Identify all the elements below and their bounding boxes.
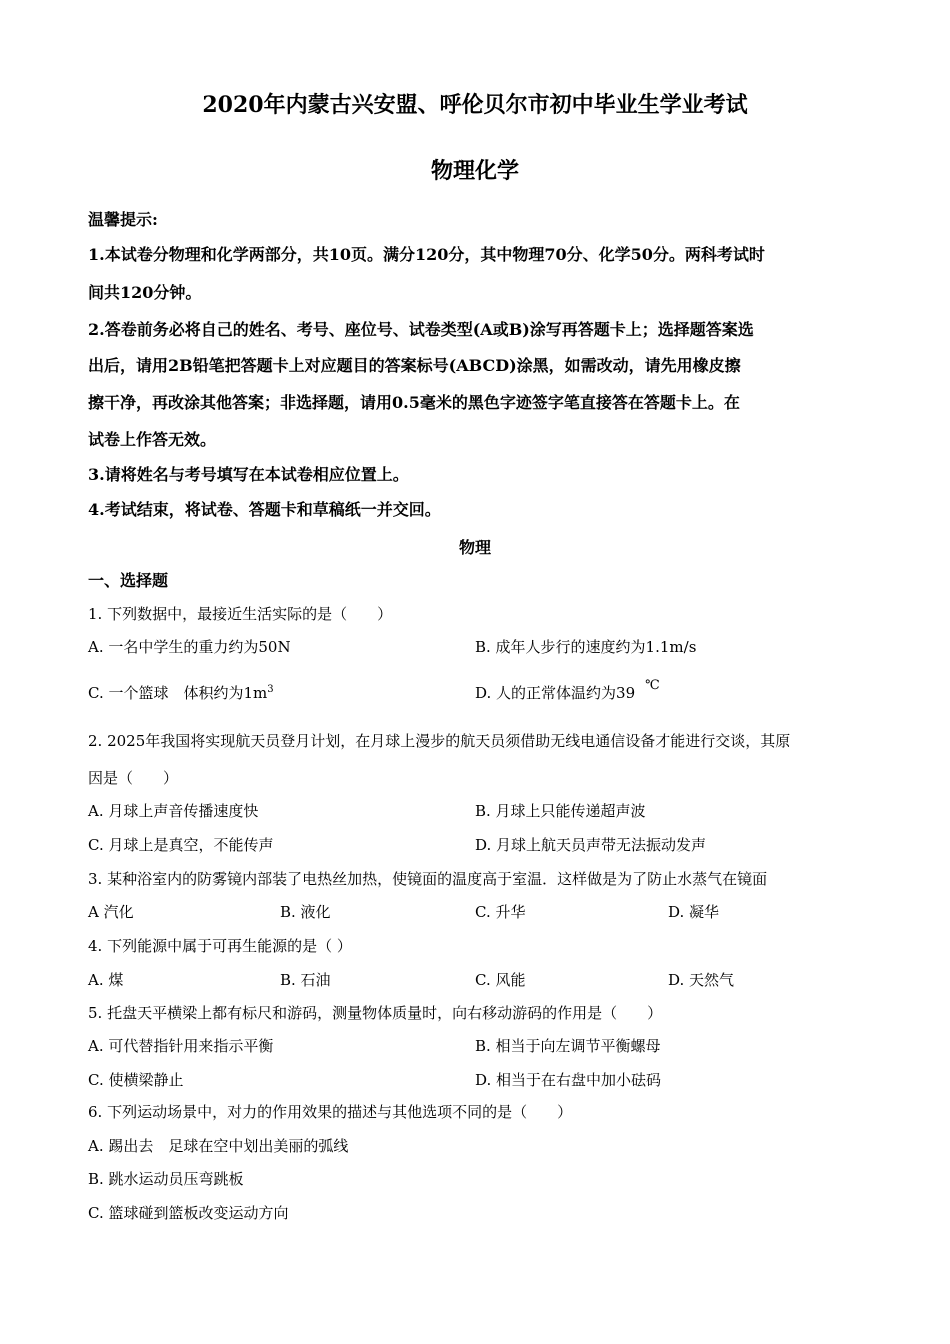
- question-3-option-b: B. 液化: [280, 903, 331, 921]
- tips-line: 2.答卷前务必将自己的姓名、考号、座位号、试卷类型(A或B)涂写再答题卡上；选择题答案选: [88, 320, 754, 339]
- question-1-option-d-text: D. 人的正常体温约为39: [475, 684, 636, 702]
- question-5-option-c: C. 使横梁静止: [88, 1071, 184, 1089]
- tips-heading: 温馨提示:: [88, 210, 158, 229]
- question-4-option-a: A. 煤: [88, 971, 124, 989]
- exam-title: 2020年内蒙古兴安盟、呼伦贝尔市初中毕业生学业考试: [202, 92, 748, 118]
- question-1-option-a: A. 一名中学生的重力约为50N: [88, 638, 291, 656]
- question-2-stem-cont: 因是（ ）: [88, 769, 179, 787]
- question-4-stem: 4. 下列能源中属于可再生能源的是（ ）: [88, 937, 352, 955]
- tips-line: 擦干净，再改涂其他答案；非选择题，请用0.5毫米的黑色字迹签字笔直接答在答题卡上。在: [88, 393, 740, 412]
- tips-line: 1.本试卷分物理和化学两部分，共10页。满分120分，其中物理70分、化学50分。两科考试时: [88, 245, 765, 264]
- subject-heading: 物理: [458, 538, 491, 557]
- question-2-option-b: B. 月球上只能传递超声波: [475, 802, 646, 820]
- question-5-stem: 5. 托盘天平横梁上都有标尺和游码，测量物体质量时，向右移动游码的作用是（ ）: [88, 1004, 663, 1022]
- question-2-stem: 2. 2025年我国将实现航天员登月计划，在月球上漫步的航天员须借助无线电通信设备才能进行交谈，其原: [88, 732, 791, 750]
- question-1-option-c: [88, 682, 274, 703]
- question-6-option-a: A. 踢出去 足球在空中划出美丽的弧线: [88, 1137, 349, 1155]
- question-6-option-b: B. 跳水运动员压弯跳板: [88, 1170, 244, 1188]
- question-3-option-c: C. 升华: [475, 903, 526, 921]
- question-5-option-b: B. 相当于向左调节平衡螺母: [475, 1037, 661, 1055]
- question-2-option-a: A. 月球上声音传播速度快: [88, 802, 259, 820]
- tips-line: 出后，请用2B铅笔把答题卡上对应题目的答案标号(ABCD)涂黑，如需改动，请先用橡皮擦: [88, 356, 741, 375]
- question-1-stem: 1. 下列数据中，最接近生活实际的是（ ）: [88, 605, 393, 623]
- question-2-option-c: C. 月球上是真空，不能传声: [88, 836, 274, 854]
- question-6-option-c: C. 篮球碰到篮板改变运动方向: [88, 1204, 289, 1222]
- tips-line: 3.请将姓名与考号填写在本试卷相应位置上。: [88, 465, 409, 484]
- question-3-stem: 3. 某种浴室内的防雾镜内部装了电热丝加热，使镜面的温度高于室温．这样做是为了防止水蒸气在镜面: [88, 870, 768, 888]
- tips-line: 间共120分钟。: [88, 283, 202, 302]
- cubic-superscript: 3: [267, 684, 274, 695]
- tips-line: 4.考试结束，将试卷、答题卡和草稿纸一并交回。: [88, 500, 441, 519]
- question-6-stem: 6. 下列运动场景中，对力的作用效果的描述与其他选项不同的是（ ）: [88, 1103, 573, 1121]
- question-5-option-d: D. 相当于在右盘中加小砝码: [475, 1071, 662, 1089]
- exam-subtitle: 物理化学: [430, 158, 519, 184]
- tips-line: 试卷上作答无效。: [88, 430, 217, 449]
- question-4-option-d: D. 天然气: [668, 971, 735, 989]
- question-1-option-d: [475, 678, 660, 703]
- question-2-option-d: D. 月球上航天员声带无法振动发声: [475, 836, 707, 854]
- celsius-unit: ℃: [645, 678, 660, 693]
- question-4-option-b: B. 石油: [280, 971, 331, 989]
- question-1-option-c-text: C. 一个篮球 体积约为1m: [88, 684, 268, 702]
- question-4-option-c: C. 风能: [475, 971, 526, 989]
- question-5-option-a: A. 可代替指针用来指示平衡: [88, 1037, 274, 1055]
- question-3-option-a: A 汽化: [88, 903, 134, 921]
- question-1-option-b: B. 成年人步行的速度约为1.1m/s: [475, 638, 697, 656]
- question-3-option-d: D. 凝华: [668, 903, 720, 921]
- section-heading: 一、选择题: [88, 571, 169, 590]
